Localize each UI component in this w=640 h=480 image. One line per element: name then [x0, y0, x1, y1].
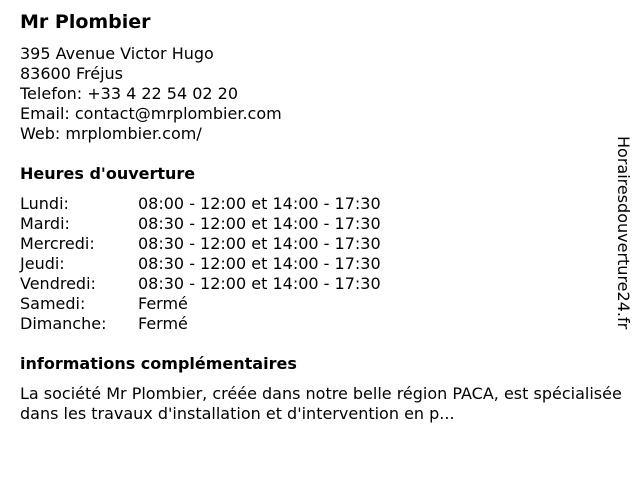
- business-name: Mr Plombier: [20, 11, 151, 33]
- time-value: Fermé: [138, 294, 188, 313]
- email-text: Email: contact@mrplombier.com: [20, 104, 282, 123]
- site-watermark: Horairesdouverture24.fr: [614, 136, 633, 330]
- time-value: 08:30 - 12:00 et 14:00 - 17:30: [138, 254, 381, 273]
- day-label: Mardi:: [20, 214, 70, 233]
- web-text: Web: mrplombier.com/: [20, 124, 202, 143]
- info-description: La société Mr Plombier, créée dans notre belle région PACA, est spécialisée dans les travaux d'installation et d'intervention en p...: [20, 384, 622, 423]
- day-label: Dimanche:: [20, 314, 107, 333]
- phone-text: Telefon: +33 4 22 54 02 20: [20, 84, 239, 103]
- time-value: 08:30 - 12:00 et 14:00 - 17:30: [138, 274, 381, 293]
- day-label: Lundi:: [20, 194, 69, 213]
- contact-block: [20, 44, 282, 144]
- address-line-1: 395 Avenue Victor Hugo: [20, 44, 214, 63]
- time-value: Fermé: [138, 314, 188, 333]
- address-line-2: 83600 Fréjus: [20, 64, 124, 83]
- info-heading: informations complémentaires: [20, 354, 297, 373]
- day-label: Mercredi:: [20, 234, 95, 253]
- day-label: Vendredi:: [20, 274, 96, 293]
- hours-heading: Heures d'ouverture: [20, 164, 196, 183]
- time-value: 08:30 - 12:00 et 14:00 - 17:30: [138, 234, 381, 253]
- day-label: Jeudi:: [20, 254, 65, 273]
- time-value: 08:30 - 12:00 et 14:00 - 17:30: [138, 214, 381, 233]
- time-value: 08:00 - 12:00 et 14:00 - 17:30: [138, 194, 381, 213]
- day-label: Samedi:: [20, 294, 86, 313]
